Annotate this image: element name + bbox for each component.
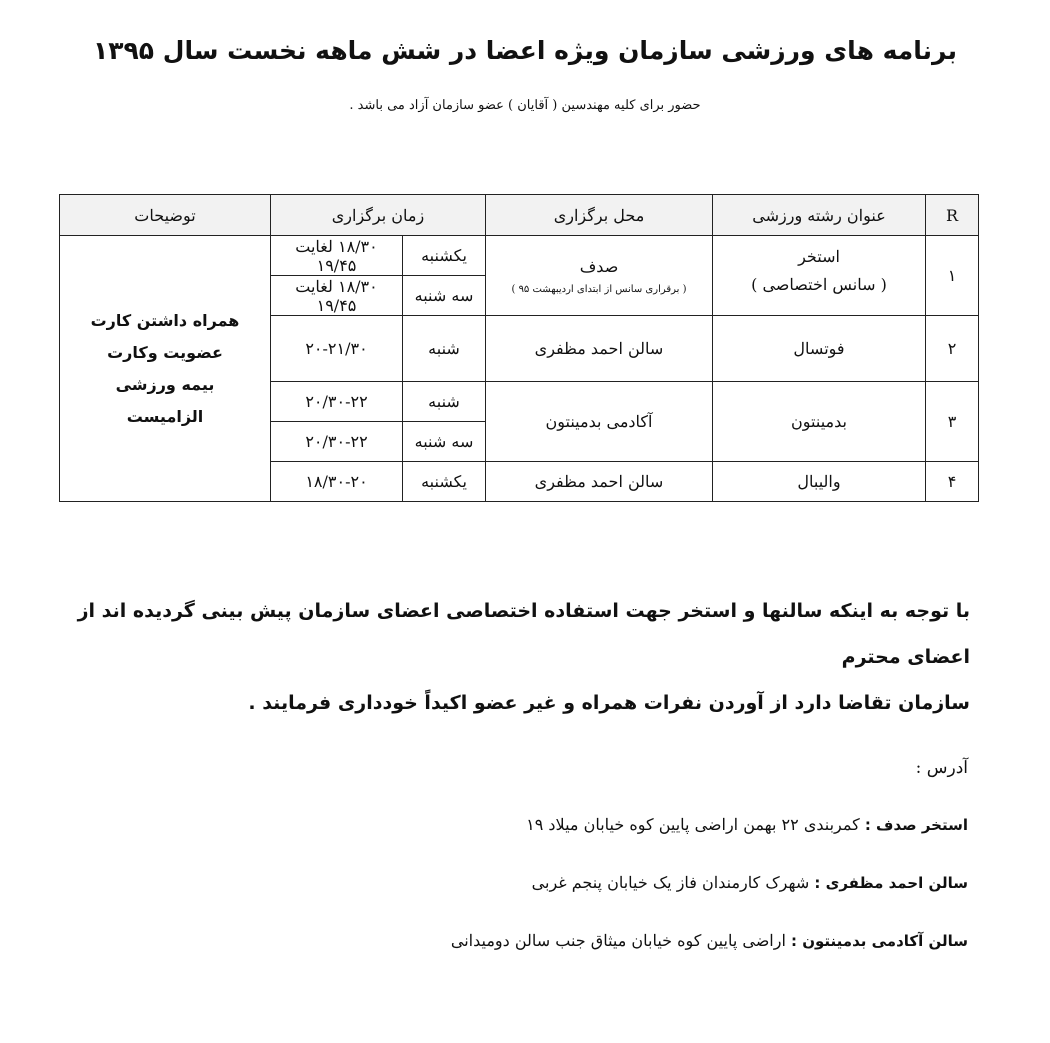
sport-name: فوتسال <box>713 316 926 382</box>
row-number: ۱ <box>926 236 979 316</box>
venue-note: ( برقراری سانس از ابتدای اردیبهشت ۹۵ ) <box>511 283 687 295</box>
day-cell: یکشنبه <box>403 236 486 276</box>
sport-name: استخر <box>798 247 840 266</box>
address-name: استخر صدف : <box>864 816 968 834</box>
notice-line-2: سازمان تقاضا دارد از آوردن نفرات همراه و غیر عضو اکیداً خودداری فرمایند . <box>248 692 970 714</box>
header-notes: توضیحات <box>60 195 271 236</box>
row-number: ۴ <box>926 462 979 502</box>
address-name: سالن آکادمی بدمینتون : <box>791 932 968 950</box>
sport-name: بدمینتون <box>713 382 926 462</box>
address-mozaffari-hall <box>532 873 968 892</box>
venue-name: صدف <box>579 256 619 276</box>
day-cell: سه شنبه <box>403 422 486 462</box>
header-venue: محل برگزاری <box>486 195 713 236</box>
sports-schedule-table <box>59 194 979 502</box>
address-pool <box>526 815 968 834</box>
venue-name: سالن احمد مظفری <box>486 316 713 382</box>
time-cell: ۱۸/۳۰-۲۰ <box>271 462 403 502</box>
venue-name: آکادمی بدمینتون <box>486 382 713 462</box>
row-number: ۲ <box>926 316 979 382</box>
sport-subtitle: ( سانس اختصاصی ) <box>751 275 887 294</box>
address-badminton-academy <box>451 931 968 950</box>
day-cell: سه شنبه <box>403 276 486 316</box>
document-subtitle: حضور برای کلیه مهندسین ( آقایان ) عضو سازمان آزاد می باشد . <box>349 98 701 113</box>
header-time: زمان برگزاری <box>271 195 486 236</box>
address-label: آدرس : <box>915 758 968 778</box>
time-cell: ۲۰/۳۰-۲۲ <box>271 382 403 422</box>
day-cell: یکشنبه <box>403 462 486 502</box>
header-r: R <box>926 195 979 236</box>
address-text: اراضی پایین کوه خیابان میثاق جنب سالن دومیدانی <box>450 931 786 950</box>
notes-cell <box>60 236 271 502</box>
sport-cell <box>713 236 926 316</box>
time-cell: ۲۰-۲۱/۳۰ <box>271 316 403 382</box>
venue-name: سالن احمد مظفری <box>486 462 713 502</box>
venue-cell <box>486 236 713 316</box>
notice-paragraph <box>60 588 970 726</box>
header-sport: عنوان رشته ورزشی <box>713 195 926 236</box>
notes-text: همراه داشتن کارت عضویت وکارت بیمه ورزشی الزامیست <box>90 310 240 426</box>
time-cell: ۲۰/۳۰-۲۲ <box>271 422 403 462</box>
day-cell: شنبه <box>403 382 486 422</box>
address-text: کمربندی ۲۲ بهمن اراضی پایین کوه خیابان میلاد ۱۹ <box>526 815 860 834</box>
table-row <box>60 236 979 276</box>
table-header-row <box>60 195 979 236</box>
document-title: برنامه های ورزشی سازمان ویژه اعضا در شش ماهه نخست سال ۱۳۹۵ <box>93 36 957 65</box>
time-cell: ۱۸/۳۰ لغایت ۱۹/۴۵ <box>271 236 403 276</box>
row-number: ۳ <box>926 382 979 462</box>
time-cell: ۱۸/۳۰ لغایت ۱۹/۴۵ <box>271 276 403 316</box>
sport-name: والیبال <box>713 462 926 502</box>
notice-line-1: با توجه به اینکه سالنها و استخر جهت استفاده اختصاصی اعضای سازمان پیش بینی گردیده اند از اعضای محترم <box>77 600 970 668</box>
day-cell: شنبه <box>403 316 486 382</box>
address-name: سالن احمد مظفری : <box>814 874 968 892</box>
address-text: شهرک کارمندان فاز یک خیابان پنجم غربی <box>531 873 810 892</box>
